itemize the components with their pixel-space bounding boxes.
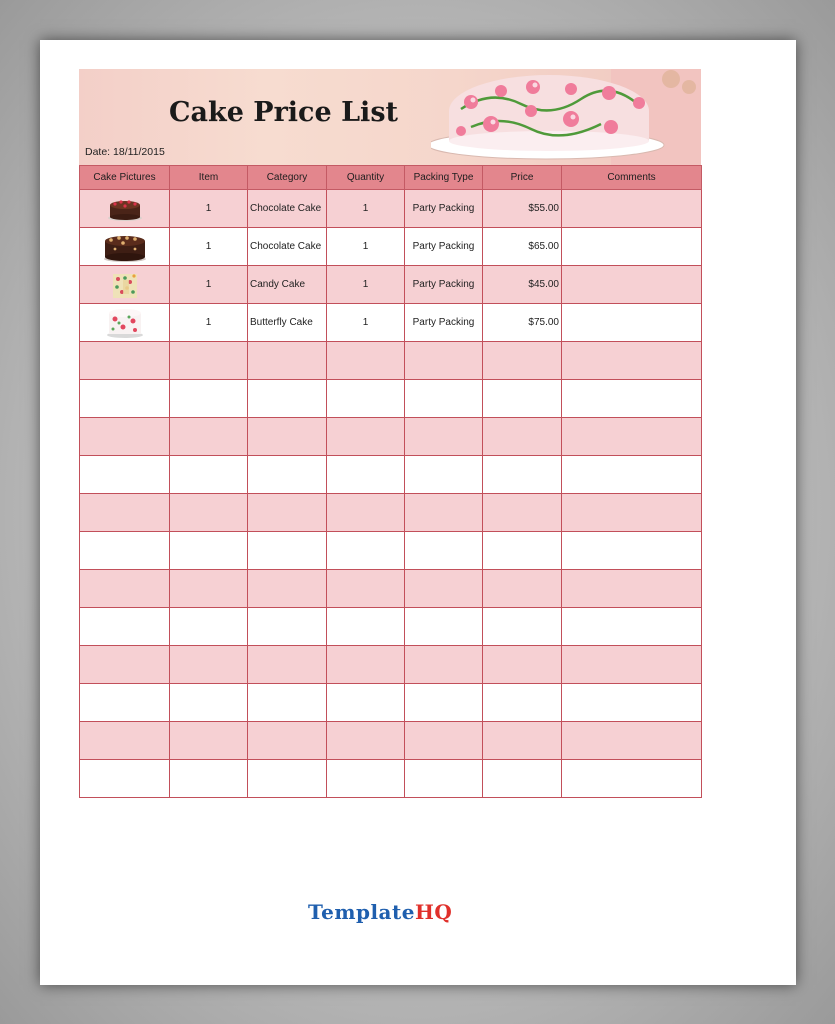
empty-table-row: [80, 494, 702, 532]
empty-cell: [80, 570, 170, 608]
empty-cell: [405, 418, 483, 456]
empty-cell: [80, 532, 170, 570]
empty-cell: [248, 418, 327, 456]
empty-cell: [562, 456, 702, 494]
empty-cell: [327, 608, 405, 646]
price-table: [79, 165, 702, 798]
empty-cell: [80, 456, 170, 494]
packing-type-cell: Party Packing: [405, 304, 483, 342]
item-cell: 1: [170, 266, 248, 304]
empty-cell: [483, 684, 562, 722]
empty-cell: [327, 380, 405, 418]
column-header-comments: Comments: [562, 166, 702, 190]
empty-cell: [327, 722, 405, 760]
empty-cell: [170, 646, 248, 684]
empty-cell: [483, 532, 562, 570]
empty-cell: [562, 684, 702, 722]
category-cell: Butterfly Cake: [248, 304, 327, 342]
logo-text-hq: HQ: [414, 900, 453, 924]
empty-cell: [327, 570, 405, 608]
empty-cell: [80, 760, 170, 798]
empty-cell: [327, 684, 405, 722]
empty-cell: [248, 684, 327, 722]
empty-cell: [80, 494, 170, 532]
empty-cell: [80, 684, 170, 722]
empty-cell: [170, 684, 248, 722]
price-cell: $75.00: [483, 304, 562, 342]
empty-cell: [562, 494, 702, 532]
empty-cell: [80, 608, 170, 646]
quantity-cell: 1: [327, 228, 405, 266]
picture-cell: [80, 228, 170, 266]
empty-cell: [562, 532, 702, 570]
candy-cake-icon: [110, 270, 140, 300]
column-header-category: Category: [248, 166, 327, 190]
item-cell: 1: [170, 304, 248, 342]
empty-table-row: [80, 722, 702, 760]
empty-cell: [80, 418, 170, 456]
empty-cell: [327, 646, 405, 684]
empty-cell: [405, 760, 483, 798]
table-row: [80, 266, 702, 304]
empty-cell: [562, 342, 702, 380]
empty-cell: [483, 608, 562, 646]
logo-text-template: Template: [308, 900, 415, 924]
empty-cell: [562, 646, 702, 684]
comments-cell: [562, 228, 702, 266]
empty-table-row: [80, 456, 702, 494]
empty-cell: [170, 570, 248, 608]
column-header-pictures: Cake Pictures: [80, 166, 170, 190]
empty-cell: [562, 722, 702, 760]
empty-cell: [170, 722, 248, 760]
empty-cell: [405, 380, 483, 418]
empty-cell: [483, 722, 562, 760]
empty-cell: [248, 532, 327, 570]
empty-cell: [248, 722, 327, 760]
packing-type-cell: Party Packing: [405, 266, 483, 304]
empty-cell: [562, 380, 702, 418]
item-cell: 1: [170, 228, 248, 266]
empty-cell: [80, 646, 170, 684]
empty-table-row: [80, 646, 702, 684]
empty-cell: [405, 570, 483, 608]
packing-type-cell: Party Packing: [405, 190, 483, 228]
empty-cell: [405, 532, 483, 570]
page-title: Cake Price List: [169, 97, 398, 128]
category-cell: Candy Cake: [248, 266, 327, 304]
empty-cell: [327, 532, 405, 570]
picture-cell: [80, 304, 170, 342]
butterfly-cake-icon: [105, 307, 145, 339]
rose-cake-illustration: [431, 69, 701, 165]
empty-cell: [483, 570, 562, 608]
empty-cell: [170, 342, 248, 380]
empty-cell: [483, 380, 562, 418]
empty-cell: [80, 380, 170, 418]
chocolate-cake-icon: [101, 231, 149, 263]
empty-cell: [327, 494, 405, 532]
empty-cell: [562, 760, 702, 798]
empty-cell: [327, 456, 405, 494]
quantity-cell: 1: [327, 190, 405, 228]
quantity-cell: 1: [327, 304, 405, 342]
empty-cell: [170, 418, 248, 456]
empty-cell: [327, 760, 405, 798]
empty-cell: [248, 380, 327, 418]
picture-cell: [80, 266, 170, 304]
price-cell: $45.00: [483, 266, 562, 304]
empty-cell: [327, 342, 405, 380]
empty-table-row: [80, 608, 702, 646]
empty-cell: [248, 494, 327, 532]
empty-table-row: [80, 532, 702, 570]
empty-table-row: [80, 418, 702, 456]
price-cell: $55.00: [483, 190, 562, 228]
empty-cell: [405, 494, 483, 532]
comments-cell: [562, 190, 702, 228]
empty-table-row: [80, 684, 702, 722]
empty-table-row: [80, 760, 702, 798]
empty-cell: [483, 494, 562, 532]
empty-cell: [483, 760, 562, 798]
empty-cell: [248, 646, 327, 684]
column-header-item: Item: [170, 166, 248, 190]
empty-cell: [248, 608, 327, 646]
empty-cell: [405, 456, 483, 494]
empty-cell: [80, 722, 170, 760]
empty-cell: [483, 646, 562, 684]
empty-cell: [483, 456, 562, 494]
picture-cell: [80, 190, 170, 228]
empty-cell: [327, 418, 405, 456]
table-row: [80, 228, 702, 266]
packing-type-cell: Party Packing: [405, 228, 483, 266]
empty-table-row: [80, 570, 702, 608]
empty-cell: [80, 342, 170, 380]
empty-cell: [405, 722, 483, 760]
date-label: Date: 18/11/2015: [85, 146, 165, 158]
empty-cell: [483, 342, 562, 380]
empty-cell: [405, 342, 483, 380]
comments-cell: [562, 266, 702, 304]
empty-cell: [405, 684, 483, 722]
empty-cell: [170, 532, 248, 570]
quantity-cell: 1: [327, 266, 405, 304]
column-header-price: Price: [483, 166, 562, 190]
header-banner: [79, 69, 701, 165]
empty-cell: [562, 570, 702, 608]
empty-cell: [248, 456, 327, 494]
comments-cell: [562, 304, 702, 342]
empty-cell: [248, 760, 327, 798]
table-row: [80, 190, 702, 228]
empty-cell: [248, 342, 327, 380]
empty-cell: [170, 456, 248, 494]
empty-cell: [405, 608, 483, 646]
empty-cell: [170, 494, 248, 532]
empty-cell: [483, 418, 562, 456]
table-header-row: [80, 166, 702, 190]
empty-table-row: [80, 380, 702, 418]
column-header-quantity: Quantity: [327, 166, 405, 190]
chocolate-cake-icon: [105, 196, 145, 222]
item-cell: 1: [170, 190, 248, 228]
empty-table-row: [80, 342, 702, 380]
empty-cell: [170, 380, 248, 418]
empty-cell: [170, 608, 248, 646]
category-cell: Chocolate Cake: [248, 190, 327, 228]
column-header-packing-type: Packing Type: [405, 166, 483, 190]
empty-cell: [405, 646, 483, 684]
price-cell: $65.00: [483, 228, 562, 266]
templatehq-logo: [308, 900, 452, 924]
empty-cell: [248, 570, 327, 608]
empty-cell: [562, 418, 702, 456]
category-cell: Chocolate Cake: [248, 228, 327, 266]
empty-cell: [170, 760, 248, 798]
empty-cell: [562, 608, 702, 646]
table-row: [80, 304, 702, 342]
